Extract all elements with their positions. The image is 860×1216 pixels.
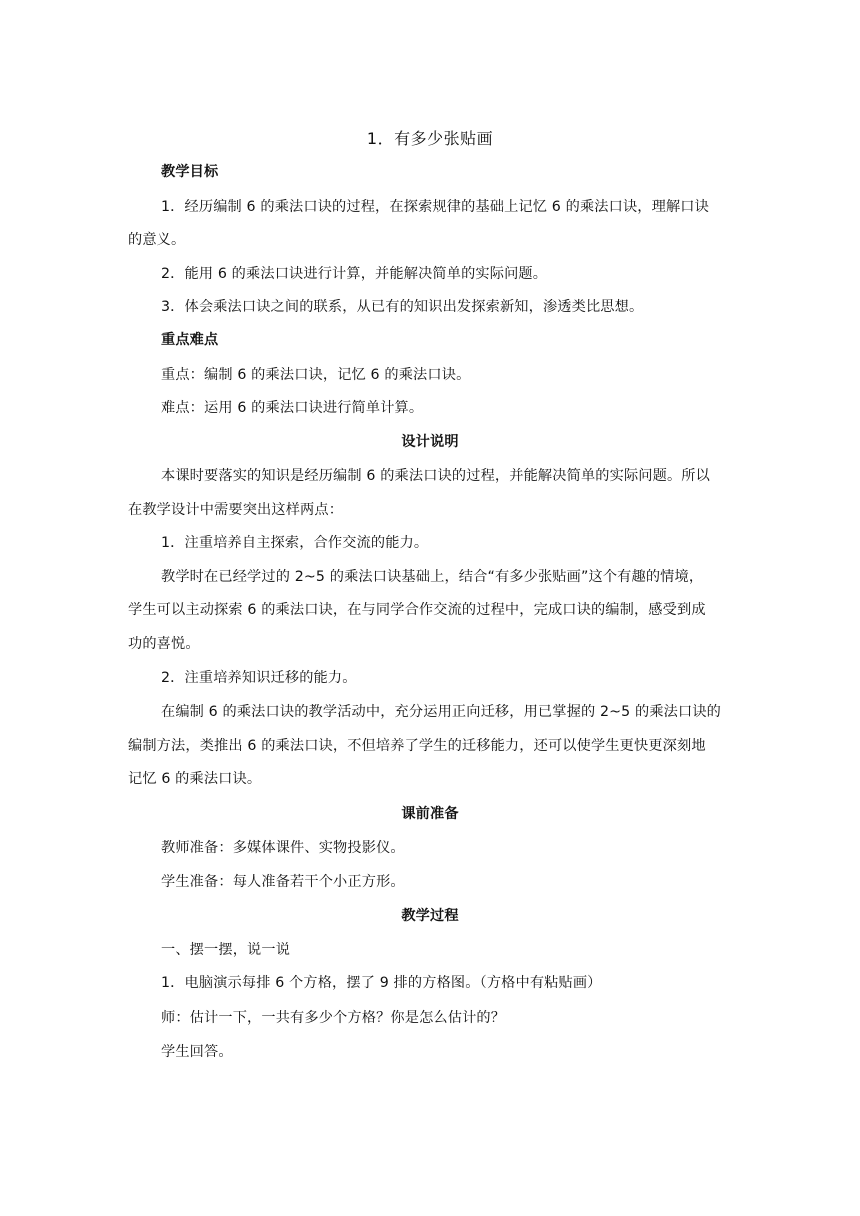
process-teacher-question: 师：估计一下，一共有多少个方格？你是怎么估计的？ [161,1010,506,1026]
heading-design-notes: 设计说明 [401,434,459,450]
process-step-1: 1．电脑演示每排 6 个方格，摆了 9 排的方格图。（方格中有粘贴画） [161,975,602,991]
heading-preparation: 课前准备 [401,806,459,822]
heading-process: 教学过程 [401,908,459,924]
preparation-teacher: 教师准备：多媒体课件、实物投影仪。 [161,840,405,856]
document-title: 1．有多少张贴画 [366,129,494,148]
heading-key-points: 重点难点 [161,332,219,348]
design-point-1-para-line-2: 学生可以主动探索 6 的乘法口诀，在与同学合作交流的过程中，完成口诀的编制，感受到成 [128,602,706,618]
design-point-1-para-line-3: 功的喜悦。 [128,636,200,652]
goal-1-line-2: 的意义。 [128,232,186,248]
process-section-1: 一、摆一摆，说一说 [161,942,291,958]
design-point-1: 1．注重培养自主探索，合作交流的能力。 [161,535,429,551]
design-intro-line-1: 本课时要落实的知识是经历编制 6 的乘法口诀的过程，并能解决简单的实际问题。所以 [161,468,710,484]
preparation-student: 学生准备：每人准备若干个小正方形。 [161,874,405,890]
goal-1-line-1: 1．经历编制 6 的乘法口诀的过程，在探索规律的基础上记忆 6 的乘法口诀，理解口诀 [161,199,709,215]
design-point-2: 2．注重培养知识迁移的能力。 [161,670,357,686]
process-student-answer: 学生回答。 [161,1044,233,1060]
design-point-2-para-line-2: 编制方法，类推出 6 的乘法口诀，不但培养了学生的迁移能力，还可以使学生更快更深刻地 [128,738,706,754]
design-point-1-para-line-1: 教学时在已经学过的 2~5 的乘法口诀基础上，结合“有多少张贴画”这个有趣的情境， [161,569,704,585]
key-point-difficulty: 难点：运用 6 的乘法口诀进行简单计算。 [161,400,424,416]
goal-3: 3．体会乘法口诀之间的联系，从已有的知识出发探索新知，渗透类比思想。 [161,299,644,315]
design-intro-line-2: 在教学设计中需要突出这样两点： [128,502,344,518]
design-point-2-para-line-3: 记忆 6 的乘法口诀。 [128,771,262,787]
key-point-focus: 重点：编制 6 的乘法口诀，记忆 6 的乘法口诀。 [161,367,471,383]
goal-2: 2．能用 6 的乘法口诀进行计算，并能解决简单的实际问题。 [161,266,548,282]
design-point-2-para-line-1: 在编制 6 的乘法口诀的教学活动中，充分运用正向迁移，用已掌握的 2~5 的乘法口诀的 [161,704,722,720]
heading-teaching-goals: 教学目标 [161,164,219,180]
